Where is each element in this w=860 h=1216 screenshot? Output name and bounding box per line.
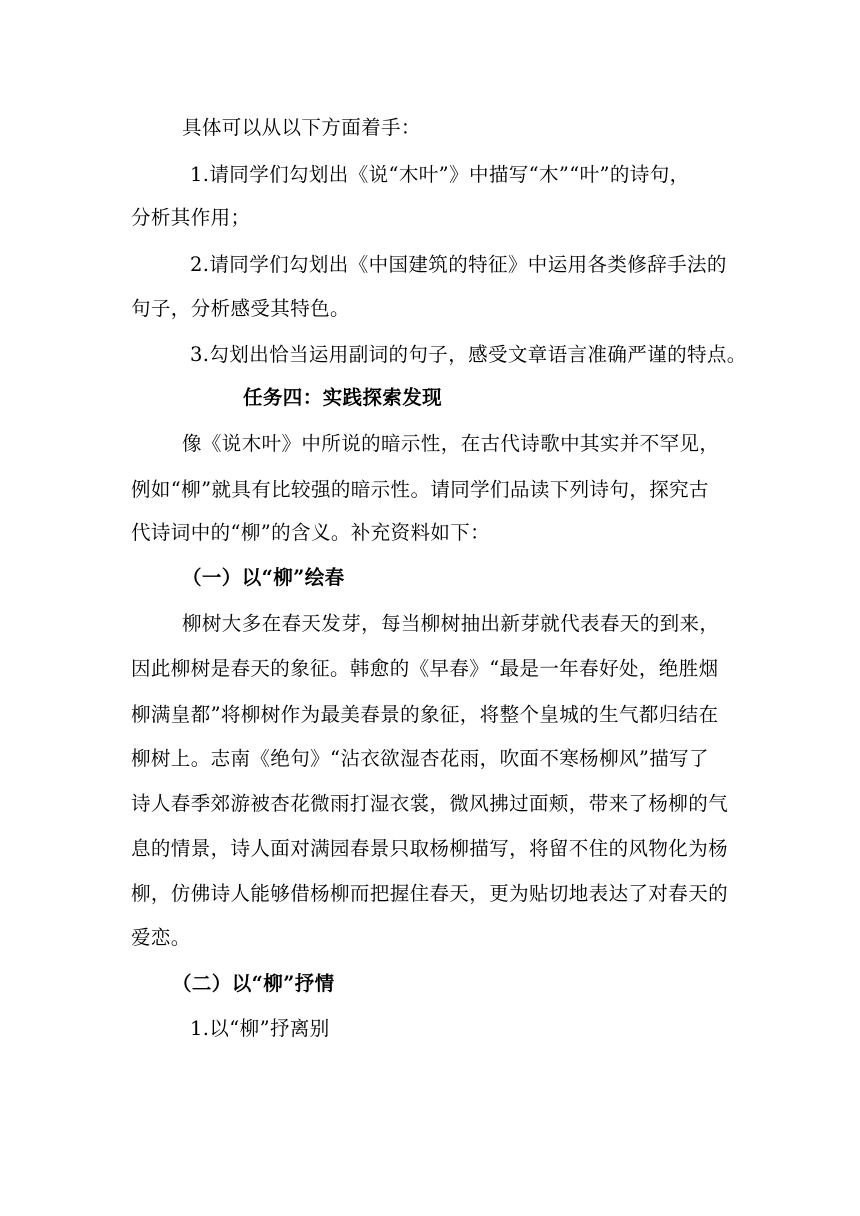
task-1-line-2: 分析其作用；: [131, 206, 251, 229]
paragraph-1-line-7: 柳，仿佛诗人能够借杨柳而把握住春天，更为贴切地表达了对春天的: [131, 882, 729, 905]
subheading-2: （二）以“柳”抒情: [172, 972, 335, 995]
paragraph-1-line-5: 诗人春季郊游被杏花微雨打湿衣裳，微风拂过面颊，带来了杨柳的气: [131, 792, 729, 815]
paragraph-1-line-3: 柳满皇都”将柳树作为最美春景的象征，将整个皇城的生气都归结在: [131, 703, 719, 726]
sub-item-1: 1.以“柳”抒离别: [190, 1017, 330, 1040]
section-intro-line-2: 例如“柳”就具有比较强的暗示性。请同学们品读下列诗句，探究古: [131, 478, 709, 501]
paragraph-1-line-8: 爱恋。: [131, 926, 191, 949]
intro-line: 具体可以从以下方面着手：: [182, 116, 421, 139]
paragraph-1-line-6: 息的情景，诗人面对满园春景只取杨柳描写，将留不住的风物化为杨: [131, 837, 729, 860]
task-2-line-2: 句子，分析感受其特色。: [131, 297, 350, 320]
paragraph-1-line-2: 因此柳树是春天的象征。韩愈的《早春》“最是一年春好处，绝胜烟: [131, 657, 719, 680]
section-heading: 任务四：实践探索发现: [243, 386, 443, 409]
task-2-line-1: 2.请同学们勾划出《中国建筑的特征》中运用各类修辞手法的: [190, 253, 727, 276]
task-3-line: 3.勾划出恰当运用副词的句子，感受文章语言准确严谨的特点。: [190, 343, 747, 366]
paragraph-1-line-1: 柳树大多在春天发芽，每当柳树抽出新芽就代表春天的到来，: [182, 612, 720, 635]
subheading-1: （一）以“柳”绘春: [182, 566, 345, 589]
section-intro-line-3: 代诗词中的“柳”的含义。补充资料如下：: [131, 521, 491, 544]
paragraph-1-line-4: 柳树上。志南《绝句》“沾衣欲湿杏花雨，吹面不寒杨柳风”描写了: [131, 747, 709, 770]
task-1-line-1: 1.请同学们勾划出《说“木叶”》中描写“木”“叶”的诗句，: [190, 163, 690, 186]
section-intro-line-1: 像《说木叶》中所说的暗示性，在古代诗歌中其实并不罕见，: [182, 432, 720, 455]
